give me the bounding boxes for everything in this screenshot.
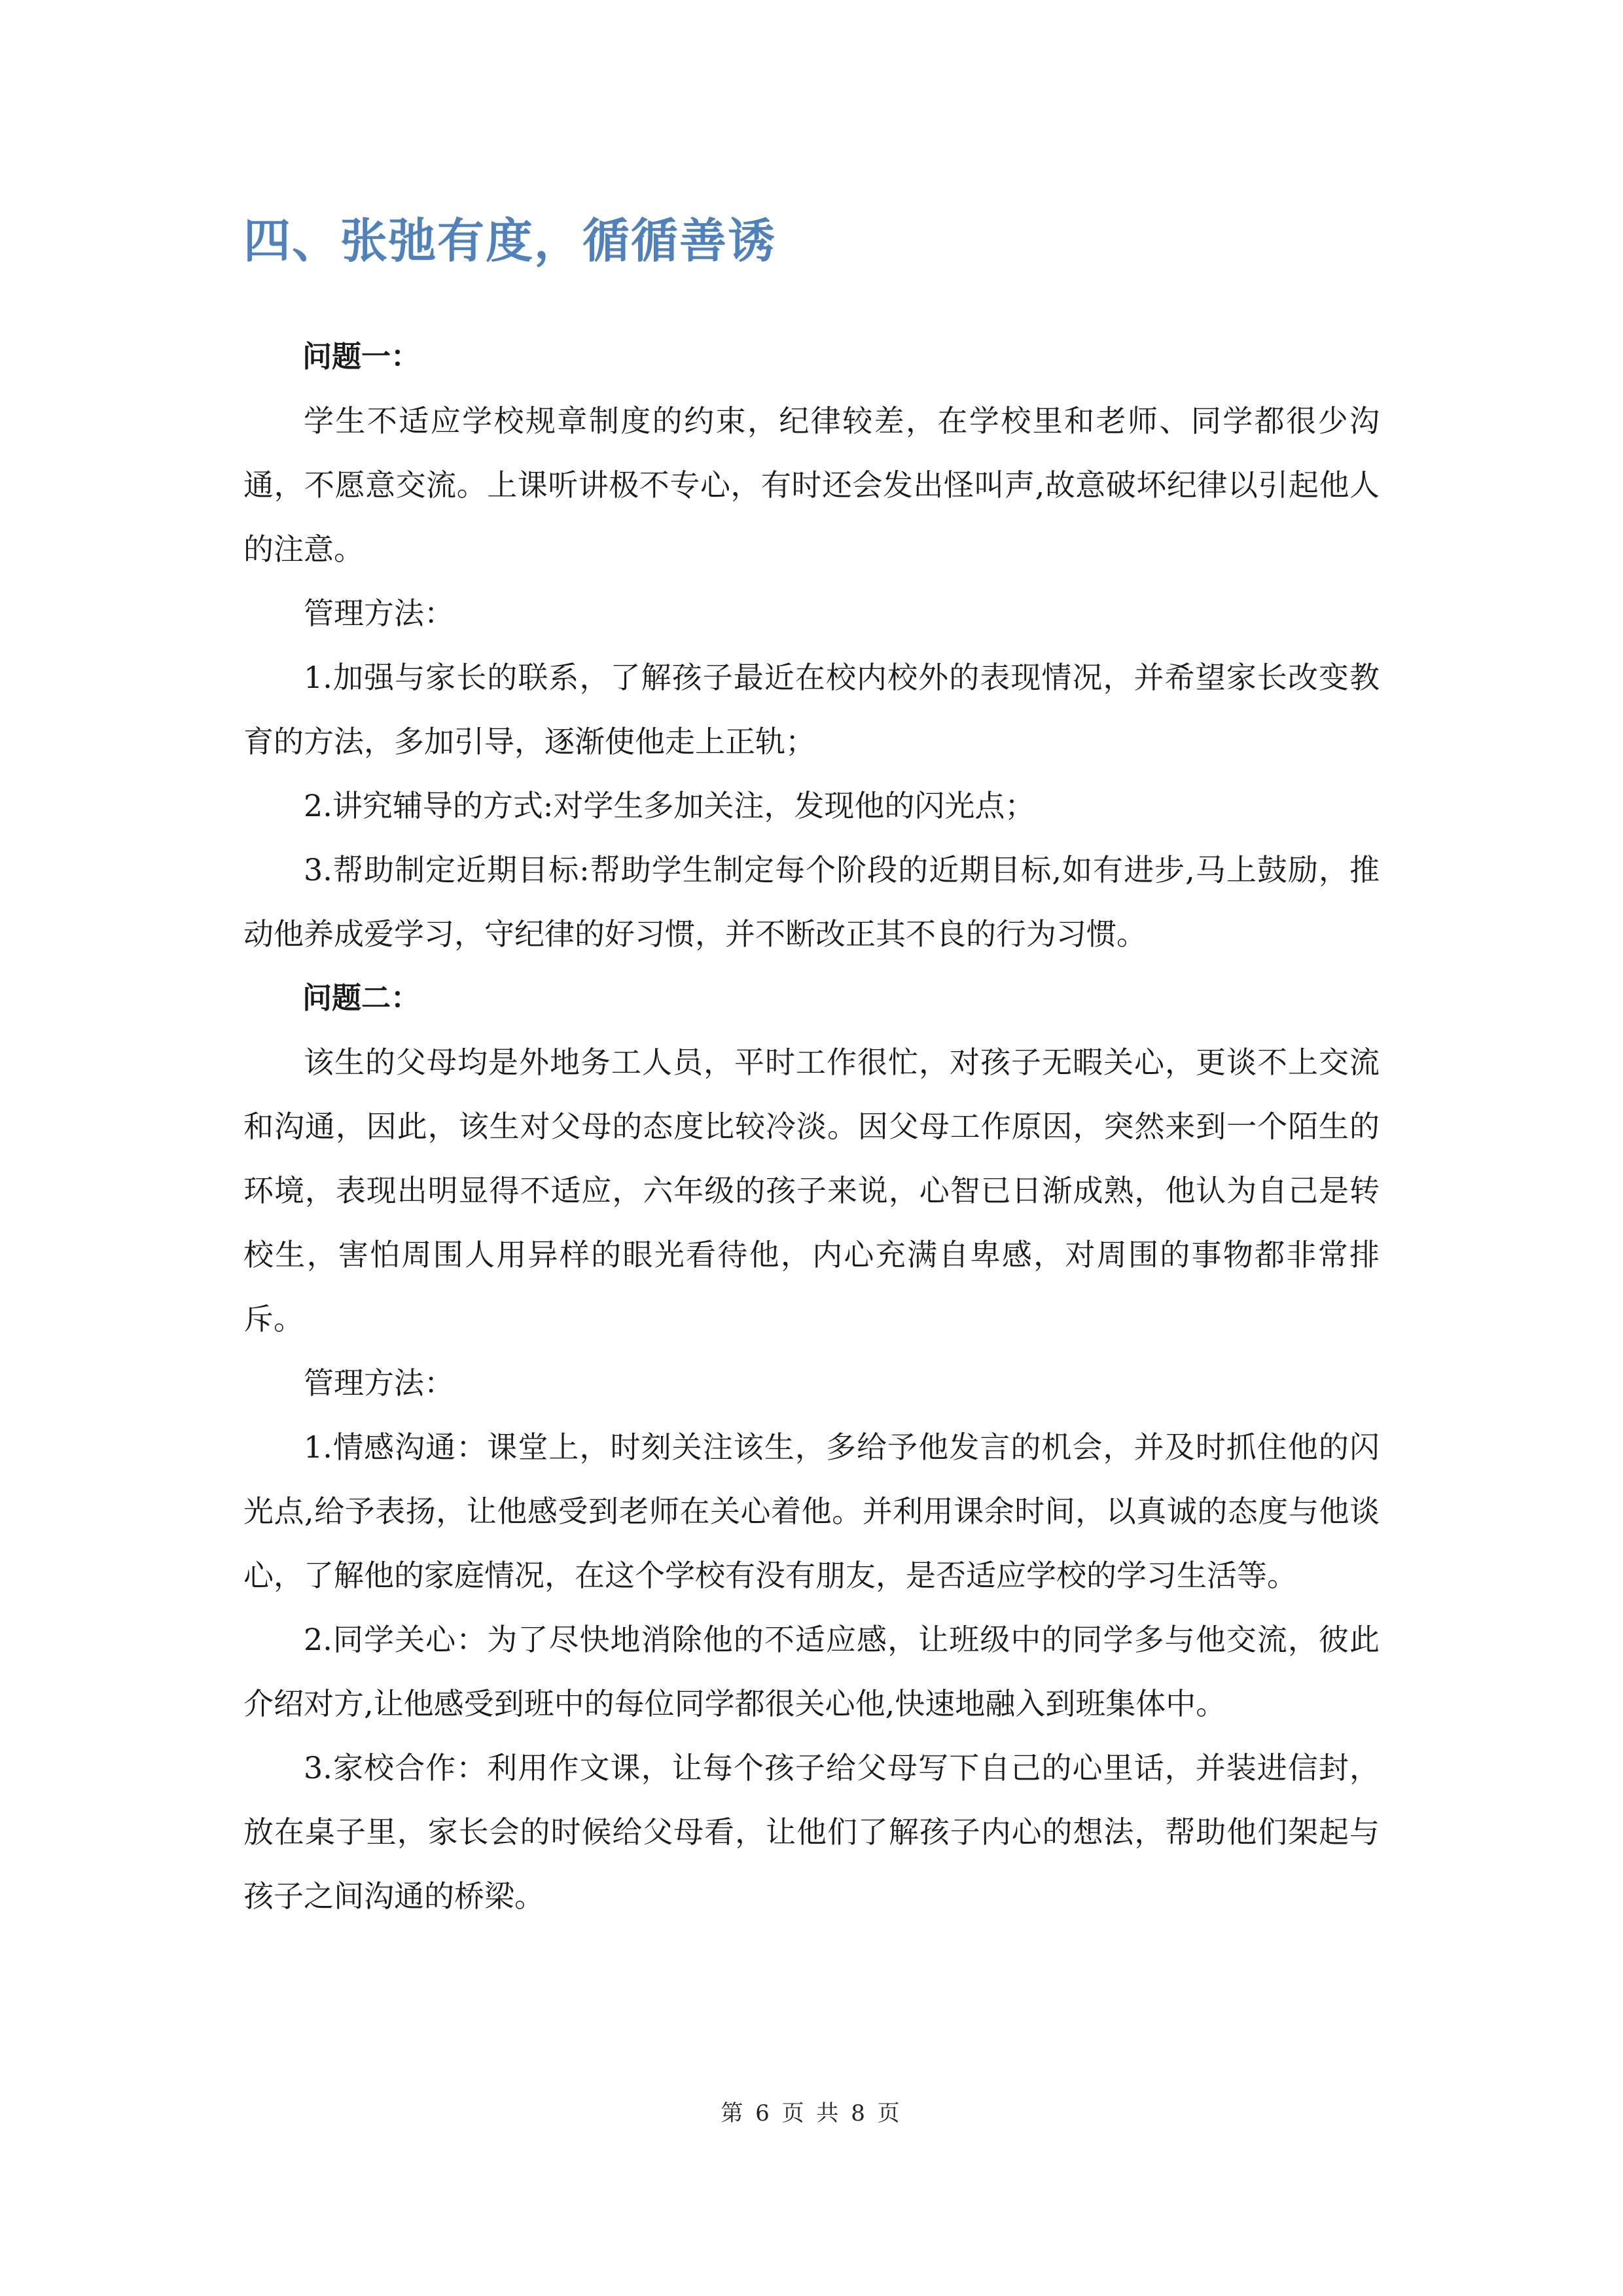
problem-two-method-1: 1.情感沟通：课堂上，时刻关注该生，多给予他发言的机会，并及时抓住他的闪光点,给予表扬，让他感受到老师在关心着他。并利用课余时间，以真诚的态度与他谈心，了解他的家庭情况，在这个学校有没有朋友，是否适应学校的学习生活等。 [243, 1429, 1380, 1593]
problem-two-section [243, 966, 1380, 1928]
problem-one-method-3: 3.帮助制定近期目标:帮助学生制定每个阶段的近期目标,如有进步,马上鼓励，推动他养成爱学习，守纪律的好习惯，并不断改正其不良的行为习惯。 [243, 852, 1380, 952]
problem-one-description: 学生不适应学校规章制度的约束，纪律较差，在学校里和老师、同学都很少沟通，不愿意交流。上课听讲极不专心，有时还会发出怪叫声,故意破坏纪律以引起他人的注意。 [243, 403, 1380, 567]
problem-one-section [243, 325, 1380, 966]
problem-two-methods-label: 管理方法： [304, 1365, 454, 1401]
problem-two-method-3: 3.家校合作：利用作文课，让每个孩子给父母写下自己的心里话，并装进信封，放在桌子里，家长会的时候给父母看，让他们了解孩子内心的想法，帮助他们架起与孩子之间沟通的桥梁。 [243, 1750, 1380, 1914]
problem-one-method-2: 2.讲究辅导的方式:对学生多加关注，发现他的闪光点； [304, 788, 1035, 823]
problem-two-method-2: 2.同学关心：为了尽快地消除他的不适应感，让班级中的同学多与他交流，彼此介绍对方,让他感受到班中的每位同学都很关心他,快速地融入到班集体中。 [243, 1622, 1380, 1721]
problem-one-method-1: 1.加强与家长的联系，了解孩子最近在校内校外的表现情况，并希望家长改变教育的方法，多加引导，逐渐使他走上正轨； [243, 660, 1380, 759]
problem-one-label: 问题一： [302, 339, 421, 374]
document-body [243, 325, 1380, 1928]
page-footer: 第 6 页 共 8 页 [721, 2100, 902, 2126]
problem-two-label: 问题二： [302, 980, 421, 1015]
section-heading: 四、张弛有度，循循善诱 [243, 213, 777, 268]
problem-two-description: 该生的父母均是外地务工人员，平时工作很忙，对孩子无暇关心，更谈不上交流和沟通，因此，该生对父母的态度比较冷淡。因父母工作原因，突然来到一个陌生的环境，表现出明显得不适应，六年级的孩子来说，心智已日渐成熟，他认为自己是转校生，害怕周围人用异样的眼光看待他，内心充满自卑感，对周围的事物都非常排斥。 [243, 1045, 1380, 1336]
problem-one-methods-label: 管理方法： [304, 596, 454, 631]
